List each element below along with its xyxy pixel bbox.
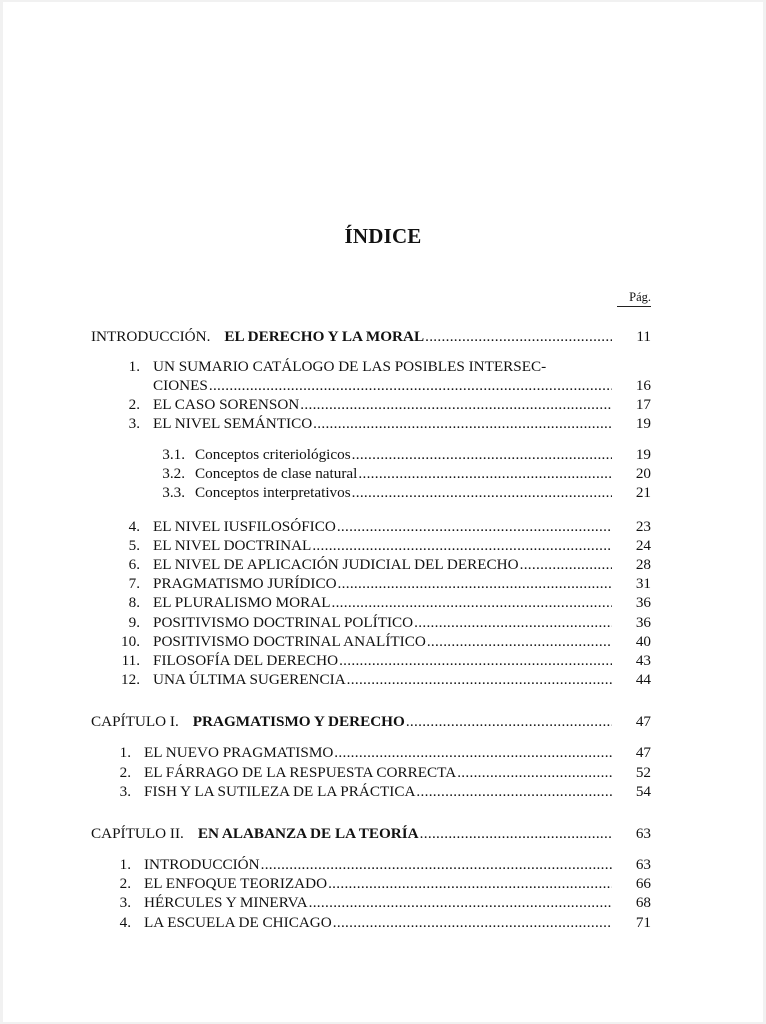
toc-entry-title: Conceptos de clase natural [195, 465, 358, 482]
leader-dots [313, 414, 612, 433]
leader-dots [328, 874, 612, 893]
toc-entry-number: 3.2. [162, 465, 185, 482]
leader-dots [420, 824, 612, 843]
toc-entry-title: INTRODUCCIÓN [144, 856, 260, 873]
toc-entry-page: 28 [635, 556, 651, 573]
toc-entry [3, 632, 763, 651]
toc-entry [3, 536, 763, 555]
toc-entry-page: 40 [635, 633, 651, 650]
toc-entry [3, 763, 763, 782]
toc-entry-page: 17 [635, 396, 651, 413]
toc-entry [3, 376, 763, 395]
toc-entry [3, 593, 763, 612]
toc-entry-page: 47 [635, 713, 651, 730]
toc-entry-page: 63 [635, 825, 651, 842]
toc-entry [3, 651, 763, 670]
toc-entry-title: UN SUMARIO CATÁLOGO DE LAS POSIBLES INTERSEC- [153, 358, 547, 375]
toc-entry-page: 20 [635, 465, 651, 482]
leader-dots [331, 593, 612, 612]
leader-dots [347, 670, 612, 689]
toc-entry-page: 52 [635, 764, 651, 781]
toc-entry-number: 3. [119, 894, 131, 911]
toc-entry-title: EL DERECHO Y LA MORAL [224, 328, 425, 345]
toc-entry-title: EL ENFOQUE TEORIZADO [144, 875, 328, 892]
toc-entry-page: 63 [635, 856, 651, 873]
toc-entry-title: FISH Y LA SUTILEZA DE LA PRÁCTICA [144, 783, 416, 800]
toc-entry [3, 670, 763, 689]
toc-entry [3, 357, 763, 376]
toc-entry [3, 855, 763, 874]
toc-entry-number: 5. [128, 537, 140, 554]
leader-dots [339, 651, 612, 670]
toc-entry-title: UNA ÚLTIMA SUGERENCIA [153, 671, 346, 688]
leader-dots [427, 632, 612, 651]
toc-entry-title: FILOSOFÍA DEL DERECHO [153, 652, 339, 669]
toc-entry-title: HÉRCULES Y MINERVA [144, 894, 308, 911]
toc-entry-title: POSITIVISMO DOCTRINAL POLÍTICO [153, 614, 414, 631]
toc-entry [3, 483, 763, 502]
table-of-contents [3, 2, 763, 1022]
toc-entry-title: LA ESCUELA DE CHICAGO [144, 914, 332, 931]
toc-entry-title: PRAGMATISMO JURÍDICO [153, 575, 337, 592]
leader-dots [414, 613, 612, 632]
toc-entry-title: EL NUEVO PRAGMATISMO [144, 744, 334, 761]
toc-entry-number: 9. [128, 614, 140, 631]
toc-entry [3, 445, 763, 464]
toc-entry-page: 68 [635, 894, 651, 911]
page-title: ÍNDICE [344, 224, 422, 248]
toc-entry-title: EL NIVEL SEMÁNTICO [153, 415, 313, 432]
toc-entry [3, 555, 763, 574]
toc-entry [3, 517, 763, 536]
toc-entry-page: 24 [635, 537, 651, 554]
leader-dots [358, 464, 612, 483]
toc-entry-number: 2. [119, 764, 131, 781]
toc-entry-number: 12. [121, 671, 140, 688]
toc-entry-number: 11. [121, 652, 140, 669]
toc-entry [3, 464, 763, 483]
toc-entry-page: 44 [635, 671, 651, 688]
toc-entry-page: 19 [635, 446, 651, 463]
toc-entry-page: 21 [635, 484, 651, 501]
toc-entry [3, 574, 763, 593]
toc-entry-title: POSITIVISMO DOCTRINAL ANALÍTICO [153, 633, 426, 650]
leader-dots [309, 893, 612, 912]
toc-entry-number: 10. [121, 633, 140, 650]
toc-entry [3, 874, 763, 893]
toc-entry-number: 1. [119, 744, 131, 761]
leader-dots [457, 763, 612, 782]
leader-dots [425, 327, 612, 346]
page-column-label: Pág. [617, 290, 651, 307]
leader-dots [352, 483, 612, 502]
toc-entry-number: 6. [128, 556, 140, 573]
leader-dots [312, 536, 612, 555]
toc-entry-page: 19 [635, 415, 651, 432]
toc-entry-page: 47 [635, 744, 651, 761]
toc-entry-number: 7. [128, 575, 140, 592]
leader-dots [300, 395, 612, 414]
toc-entry [3, 913, 763, 932]
toc-entry-title: Conceptos criteriológicos [195, 446, 351, 463]
toc-entry-title: EL CASO SORENSON [153, 396, 300, 413]
toc-entry-number: 3.3. [162, 484, 185, 501]
toc-entry-page: 36 [635, 594, 651, 611]
toc-entry-page: 16 [635, 377, 651, 394]
toc-entry-number: 2. [128, 396, 140, 413]
toc-entry-title: PRAGMATISMO Y DERECHO [192, 713, 405, 730]
toc-entry-number: INTRODUCCIÓN. [91, 328, 211, 345]
toc-entry-title: EN ALABANZA DE LA TEORÍA [197, 825, 419, 842]
toc-entry-page: 36 [635, 614, 651, 631]
toc-entry-number: 3. [119, 783, 131, 800]
leader-dots [333, 913, 612, 932]
leader-dots [334, 743, 612, 762]
toc-entry-number: CAPÍTULO II. [91, 825, 184, 842]
toc-entry-title: CIONES [153, 377, 208, 394]
toc-entry [3, 395, 763, 414]
toc-entry-number: 8. [128, 594, 140, 611]
toc-entry-page: 66 [635, 875, 651, 892]
leader-dots [406, 712, 612, 731]
toc-entry [3, 613, 763, 632]
toc-entry-number: 2. [119, 875, 131, 892]
toc-entry-page: 31 [635, 575, 651, 592]
toc-entry [3, 327, 763, 346]
toc-entry-number: 3.1. [162, 446, 185, 463]
leader-dots [416, 782, 612, 801]
toc-entry-title: EL NIVEL DE APLICACIÓN JUDICIAL DEL DERECHO [153, 556, 519, 573]
toc-entry-page: 23 [635, 518, 651, 535]
toc-entry-title: Conceptos interpretativos [195, 484, 351, 501]
toc-entry [3, 743, 763, 762]
toc-entry-title: EL PLURALISMO MORAL [153, 594, 331, 611]
toc-entry-page: 43 [635, 652, 651, 669]
leader-dots [520, 555, 612, 574]
toc-entry-title: EL NIVEL DOCTRINAL [153, 537, 312, 554]
document-page [3, 2, 763, 1022]
leader-dots [261, 855, 612, 874]
toc-entry-number: 3. [128, 415, 140, 432]
toc-entry [3, 824, 763, 843]
toc-entry [3, 893, 763, 912]
toc-entry-title: EL FÁRRAGO DE LA RESPUESTA CORRECTA [144, 764, 457, 781]
toc-entry [3, 414, 763, 433]
toc-entry [3, 782, 763, 801]
leader-dots [352, 445, 612, 464]
toc-entry [3, 712, 763, 731]
toc-entry-number: CAPÍTULO I. [91, 713, 179, 730]
toc-entry-page: 71 [635, 914, 651, 931]
toc-entry-number: 1. [128, 358, 140, 375]
leader-dots [338, 574, 612, 593]
toc-entry-title: EL NIVEL IUSFILOSÓFICO [153, 518, 336, 535]
toc-entry-page: 54 [635, 783, 651, 800]
toc-entry-number: 4. [128, 518, 140, 535]
leader-dots [209, 376, 612, 395]
toc-entry-number: 1. [119, 856, 131, 873]
toc-entry-page: 11 [636, 328, 651, 345]
leader-dots [337, 517, 612, 536]
toc-entry-number: 4. [119, 914, 131, 931]
